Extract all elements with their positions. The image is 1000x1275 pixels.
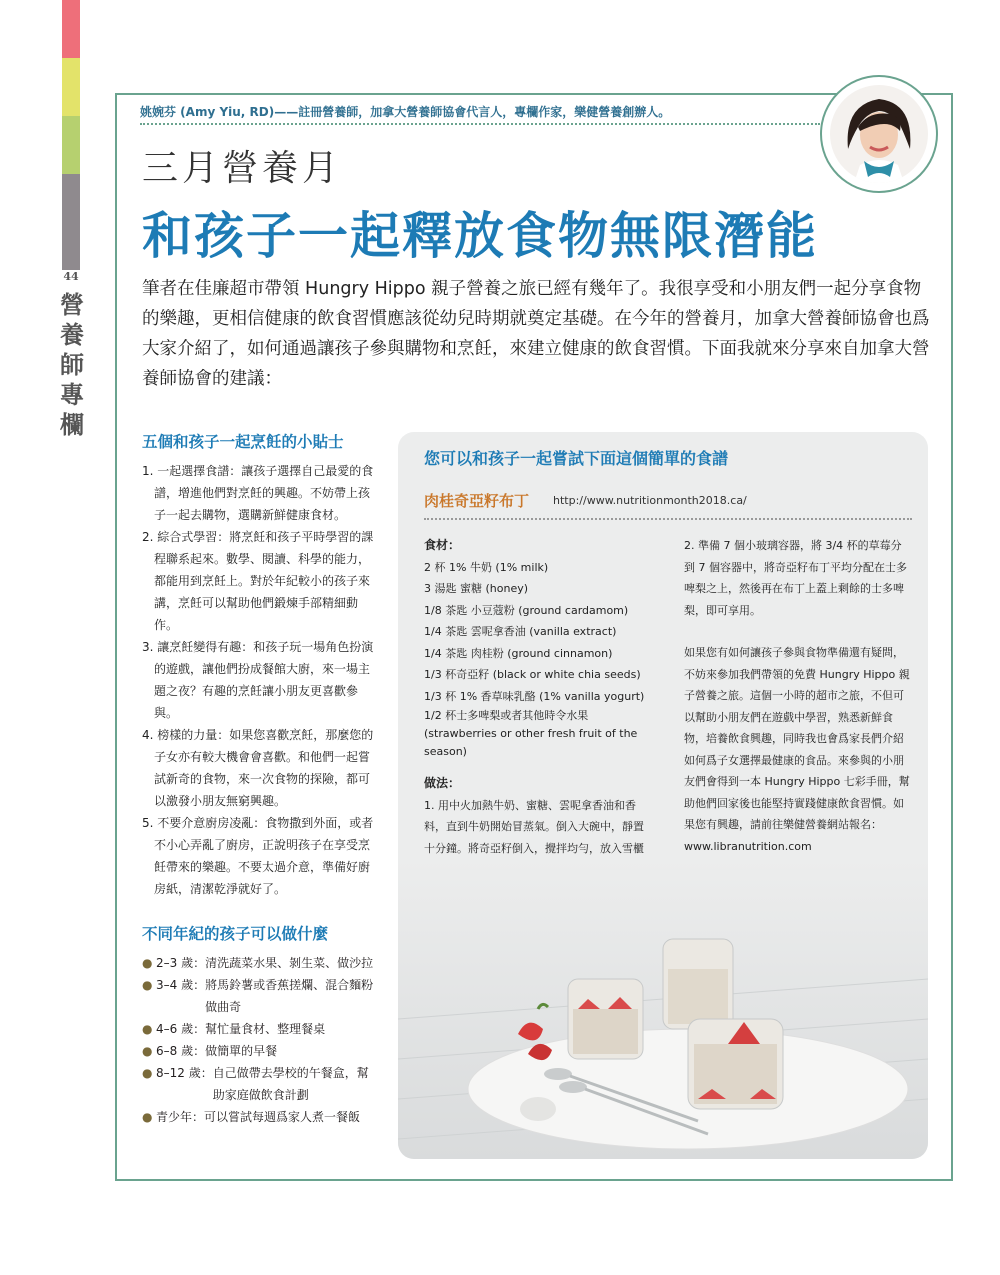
article-subtitle: 三月營養月 bbox=[142, 148, 343, 189]
age-label: 6–8 歲： bbox=[156, 1044, 206, 1058]
color-bar-gray bbox=[62, 174, 80, 270]
ingredient-item: 1/3 杯 1% 香草味乳酪 (1% vanilla yogurt) bbox=[424, 689, 645, 703]
ingredient-item: 1/8 茶匙 小豆蔻粉 (ground cardamom) bbox=[424, 603, 629, 617]
age-item bbox=[142, 974, 380, 1018]
column-title-char: 養 bbox=[60, 320, 84, 349]
bullet-icon: ● bbox=[142, 1066, 153, 1080]
recipe-name: 肉桂奇亞籽布丁 bbox=[424, 492, 530, 510]
ingredient-item: 3 湯匙 蜜糖 (honey) bbox=[424, 582, 529, 595]
byline-divider bbox=[140, 123, 820, 125]
closing-paragraph: 如果您有如何讓孩子參與食物準備還有疑問，不妨來參加我們帶領的免費 Hungry Hippo 親子營養之旅。這個一小時的超市之旅，不但可以幫助小朋友們在遊戲中學習，熟悉新鮮食物，培養飲食興趣，同時我也會爲家長們介紹如何爲子女選擇最健康的食品。來參與的小朋友們會得到一本 Hungry Hippo 七彩手冊，幫助他們回家後也能堅持實踐健康飲食習慣。如果您有興趣，請前往樂健營養網站報名：www.libranutrition.com bbox=[684, 646, 910, 853]
tips-heading: 五個和孩子一起烹飪的小貼士 bbox=[142, 433, 344, 451]
recipe-panel-title: 您可以和孩子一起嘗試下面這個簡單的食譜 bbox=[424, 449, 729, 468]
recipe-divider bbox=[424, 518, 912, 520]
chia-pudding-photo bbox=[398, 859, 928, 1159]
bullet-icon: ● bbox=[142, 1044, 153, 1058]
age-item bbox=[142, 1106, 380, 1128]
column-title-char: 專 bbox=[60, 380, 84, 409]
color-bar-green bbox=[62, 116, 80, 174]
tip-item: 5. 不要介意廚房凌亂：食物撒到外面，或者不小心弄亂了廚房，正說明孩子在享受烹飪帶來的樂趣。不要太過介意，準備好廚房紙，清潔乾淨就好了。 bbox=[142, 816, 374, 896]
age-text: 幫忙量食材、整理餐桌 bbox=[205, 1022, 326, 1036]
ingredient-item: 2 杯 1% 牛奶 (1% milk) bbox=[424, 560, 549, 574]
method-step-2: 2. 準備 7 個小玻璃容器，將 3/4 杯的草莓分到 7 個容器中，將奇亞籽布丁平均分配在士多啤梨之上，然後再在布丁上蓋上剩餘的士多啤梨，即可享用。 bbox=[684, 539, 907, 617]
bullet-icon: ● bbox=[142, 1110, 153, 1124]
recipe-right-column bbox=[684, 535, 912, 857]
method-label: 做法： bbox=[424, 776, 461, 790]
age-item bbox=[142, 952, 380, 974]
author-photo bbox=[830, 85, 928, 183]
ages-list bbox=[142, 952, 380, 1128]
article-title: 和孩子一起釋放食物無限潛能 bbox=[142, 206, 818, 265]
column-title-char: 欄 bbox=[60, 410, 84, 439]
intro-paragraph: 筆者在佳廉超市帶領 Hungry Hippo 親子營養之旅已經有幾年了。我很享受和小朋友們一起分享食物的樂趣，更相信健康的飲食習慣應該從幼兒時期就奠定基礎。在今年的營養月，加拿大營養師協會也爲大家介紹了，如何通過讓孩子參與購物和烹飪，來建立健康的飲食習慣。下面我就來分享來自加拿大營養師協會的建議： bbox=[142, 279, 930, 389]
ingredient-item: 1/2 杯士多啤梨或者其他時令水果 (strawberries or other fresh fruit of the season) bbox=[424, 709, 638, 758]
age-item bbox=[142, 1018, 380, 1040]
tip-item: 4. 榜樣的力量：如果您喜歡烹飪，那麼您的子女亦有較大機會會喜歡。和他們一起嘗試新奇的食物，來一次食物的探險，都可以激發小朋友無窮興趣。 bbox=[142, 728, 374, 808]
recipe-panel bbox=[398, 432, 928, 1159]
age-label: 4–6 歲： bbox=[156, 1022, 206, 1036]
age-text: 可以嘗試每週爲家人煮一餐飯 bbox=[204, 1110, 361, 1124]
bullet-icon: ● bbox=[142, 978, 153, 992]
age-text: 清洗蔬菜水果、剝生菜、做沙拉 bbox=[205, 956, 374, 970]
tip-item: 3. 讓烹飪變得有趣：和孩子玩一場角色扮演的遊戲，讓他們扮成餐館大廚，來一場主題之夜？有趣的烹飪讓小朋友更喜歡參與。 bbox=[142, 640, 374, 720]
tip-item: 1. 一起選擇食譜：讓孩子選擇自己最愛的食譜，增進他們對烹飪的興趣。不妨帶上孩子一起去購物，選購新鮮健康食材。 bbox=[142, 464, 374, 522]
color-bar-red bbox=[62, 0, 80, 58]
column-title-char: 營 bbox=[60, 290, 84, 319]
ages-heading: 不同年紀的孩子可以做什麼 bbox=[142, 925, 329, 943]
age-label: 2–3 歲： bbox=[156, 956, 206, 970]
age-item bbox=[142, 1040, 380, 1062]
left-column bbox=[142, 430, 380, 1128]
page-number: 44 bbox=[63, 270, 79, 283]
tip-item: 2. 綜合式學習：將烹飪和孩子平時學習的課程聯系起來。數學、閱讀、科學的能力，都能用到烹飪上。對於年紀較小的孩子來講，烹飪可以幫助他們鍛煉手部精細動作。 bbox=[142, 530, 374, 632]
recipe-left-column bbox=[424, 535, 654, 881]
column-title-vertical bbox=[59, 290, 85, 440]
method-step-1: 1. 用中火加熱牛奶、蜜糖、雲呢拿香油和香料，直到牛奶開始冒蒸氣。倒入大碗中，靜置十分鐘。將奇亞籽倒入，攪拌均勻，放入雪櫃 bbox=[424, 798, 644, 855]
age-label: 8–12 歲： bbox=[156, 1066, 213, 1080]
age-text: 做簡單的早餐 bbox=[205, 1044, 278, 1058]
column-title-char: 師 bbox=[60, 350, 84, 379]
author-avatar bbox=[822, 77, 936, 191]
age-text: 自己做帶去學校的午餐盒，幫助家庭做飲食計劃 bbox=[212, 1066, 369, 1102]
ingredient-item: 1/3 杯奇亞籽 (black or white chia seeds) bbox=[424, 668, 641, 681]
age-text: 將馬鈴薯或香蕉搓爛、混合麵粉做曲奇 bbox=[205, 978, 374, 1014]
ingredient-item: 1/4 茶匙 雲呢拿香油 (vanilla extract) bbox=[424, 625, 617, 638]
color-bar-yellow bbox=[62, 58, 80, 116]
recipe-url: http://www.nutritionmonth2018.ca/ bbox=[553, 494, 747, 507]
author-byline: 姚婉芬 (Amy Yiu, RD)——註冊營養師，加拿大營養師協會代言人，專欄作家，樂健營養創辦人。 bbox=[140, 105, 671, 119]
tips-list bbox=[142, 460, 380, 900]
bullet-icon: ● bbox=[142, 1022, 153, 1036]
bullet-icon: ● bbox=[142, 956, 153, 970]
ingredient-item: 1/4 茶匙 肉桂粉 (ground cinnamon) bbox=[424, 646, 613, 660]
age-label: 青少年： bbox=[156, 1110, 205, 1124]
age-label: 3–4 歲： bbox=[156, 978, 206, 992]
ingredients-label: 食材： bbox=[424, 538, 461, 552]
age-item bbox=[142, 1062, 380, 1106]
